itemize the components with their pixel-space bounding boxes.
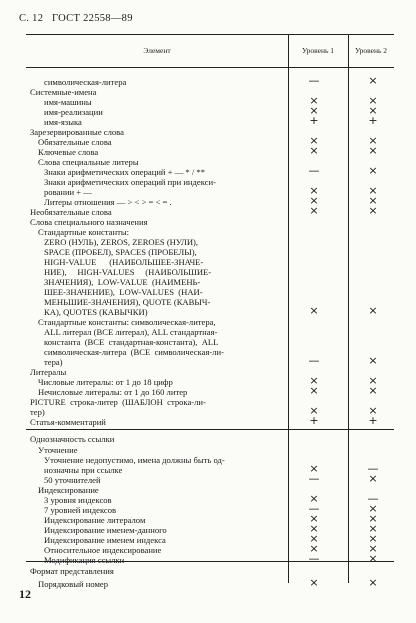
row-label: тера) <box>44 357 63 367</box>
row-label: Индексирование именем индекса <box>44 535 166 545</box>
level1-mark: × <box>309 304 319 317</box>
row-label: 7 уровней индексов <box>44 505 117 515</box>
level2-mark: × <box>368 104 378 117</box>
row-label: Ключевые слова <box>38 147 99 157</box>
level1-mark: × <box>309 492 319 505</box>
column-header-level1: Уровень 1 <box>301 46 335 55</box>
level2-mark: × <box>368 354 378 367</box>
level1-mark: × <box>309 576 319 589</box>
level2-mark: × <box>368 94 378 107</box>
level2-mark: × <box>368 134 378 147</box>
level2-mark: × <box>368 532 378 545</box>
row-label: ALL литерал (ВСЕ литерал), ALL стандартная- <box>44 327 218 337</box>
page-label: С. 12 <box>19 13 44 24</box>
level2-mark: × <box>368 542 378 555</box>
row-label: Необязательные слова <box>30 207 112 217</box>
row-label: 50 уточнителей <box>44 475 101 485</box>
level1-mark: — <box>308 164 320 177</box>
row-label: Формат представления <box>30 566 114 576</box>
row-label: ZERO (НУЛЬ), ZEROS, ZEROES (НУЛИ), <box>44 237 199 247</box>
level1-mark: — <box>308 472 320 485</box>
level2-mark: × <box>368 502 378 515</box>
level2-mark: × <box>368 522 378 535</box>
row-label: имя-языка <box>44 117 82 127</box>
row-label: Стандартные константы: символическая-литера, <box>38 317 216 327</box>
row-label: Зарезервированные слова <box>30 127 124 137</box>
row-label: Индексирование именем-данного <box>44 525 167 535</box>
level2-mark: × <box>368 552 378 565</box>
page-number: 12 <box>19 587 31 601</box>
level1-mark: × <box>309 144 319 157</box>
row-label: 3 уровня индексов <box>44 495 112 505</box>
row-label: Обязательные слова <box>38 137 112 147</box>
row-label: Числовые литералы: от 1 до 18 цифр <box>38 377 173 387</box>
level2-mark: × <box>368 404 378 417</box>
level1-mark: — <box>308 354 320 367</box>
level2-mark: × <box>368 204 378 217</box>
level1-mark: × <box>309 522 319 535</box>
row-label: ровании + — <box>44 187 92 197</box>
level1-mark: × <box>309 542 319 555</box>
standard-title: ГОСТ 22558—89 <box>52 13 133 24</box>
level2-mark: × <box>368 74 378 87</box>
row-label: КА), QUOTES (КАВЫЧКИ) <box>44 307 148 317</box>
level2-mark: × <box>368 576 378 589</box>
row-label: Порядковый номер <box>38 579 109 589</box>
row-label: Индексирование <box>38 485 99 495</box>
level2-mark: × <box>368 184 378 197</box>
level1-mark: + <box>309 114 319 127</box>
row-label: имя-машины <box>44 97 92 107</box>
section-row <box>26 429 394 444</box>
row-label: Знаки арифметических операций при индекси- <box>44 177 216 187</box>
requirements-table <box>26 34 394 589</box>
row-label: Однозначность ссылки <box>30 434 115 444</box>
level1-mark: × <box>309 194 319 207</box>
row-label: Слова специального назначения <box>30 217 148 227</box>
level1-mark: × <box>309 404 319 417</box>
row-label: Относительное индексирование <box>44 545 162 555</box>
row-label: HIGH-VALUE (НАИБОЛЬШЕЕ-ЗНАЧЕ- <box>44 257 204 267</box>
level1-mark: × <box>309 462 319 475</box>
row-label: тер) <box>30 407 45 417</box>
level2-mark: × <box>368 144 378 157</box>
column-header-level2: Уровень 2 <box>354 46 388 55</box>
row-label: Уточнение <box>38 445 78 455</box>
level2-mark: × <box>368 304 378 317</box>
level2-mark: × <box>368 384 378 397</box>
row-label: Статья-комментарий <box>30 417 106 427</box>
level1-mark: × <box>309 384 319 397</box>
level1-mark: × <box>309 104 319 117</box>
level1-mark: × <box>309 204 319 217</box>
row-label: ЗНАЧЕНИЯ), LOW-VALUE (НАИМЕНЬ- <box>44 277 201 287</box>
level2-mark: × <box>368 512 378 525</box>
row-label: SPACE (ПРОБЕЛ), SPACES (ПРОБЕЛЫ), <box>44 247 197 257</box>
row-label: Знаки арифметических операций + — * / ** <box>44 167 205 177</box>
level1-mark: × <box>309 134 319 147</box>
row-label: константа (ВСЕ стандартная-константа), ALL <box>44 337 219 347</box>
row-label: МЕНЬШИЕ-ЗНАЧЕНИЯ), QUOTE (КАВЫЧ- <box>44 297 211 307</box>
level2-mark: + <box>368 414 378 427</box>
section-row <box>26 561 394 576</box>
page-header <box>19 13 133 24</box>
level1-mark: × <box>309 512 319 525</box>
row-label: Системные-имена <box>30 87 97 97</box>
level2-mark: × <box>368 194 378 207</box>
row-label: Слова специальные литеры <box>38 157 139 167</box>
level2-mark: — <box>367 462 379 475</box>
level2-mark: × <box>368 472 378 485</box>
row-label: нозначны при ссылке <box>44 465 123 475</box>
row-label: имя-реализации <box>44 107 103 117</box>
row-label: ШЕЕ-ЗНАЧЕНИЕ), LOW-VALUES (НАИ- <box>44 287 203 297</box>
row-label: PICTURE строка-литер (ШАБЛОН строка-ли- <box>30 397 206 407</box>
row-label: Индексирование литералом <box>44 515 146 525</box>
row-label: Уточнение недопустимо, имена должны быть од- <box>44 455 225 465</box>
row-label: Литеры отношения — > < > = < = . <box>44 197 172 207</box>
level1-mark: × <box>309 532 319 545</box>
level1-mark: × <box>309 94 319 107</box>
level2-mark: — <box>367 492 379 505</box>
level2-mark: × <box>368 374 378 387</box>
level2-mark: + <box>368 114 378 127</box>
level1-mark: — <box>308 74 320 87</box>
level1-mark: + <box>309 414 319 427</box>
column-header-element: Элемент <box>143 46 171 55</box>
level1-mark: × <box>309 374 319 387</box>
row-label: Модификация ссылки <box>44 555 125 565</box>
row-label: НИЕ), HIGH-VALUES (НАИБОЛЬШИЕ- <box>44 267 212 277</box>
row-label: символическая-литера (ВСЕ символическая-ли- <box>44 347 225 357</box>
level1-mark: — <box>308 552 320 565</box>
level1-mark: × <box>309 184 319 197</box>
row-label: символическая-литера <box>44 77 127 87</box>
row-label: Нечисловые литералы: от 1 до 160 литер <box>38 387 188 397</box>
row-label: Литералы <box>30 367 67 377</box>
table-header <box>26 35 394 68</box>
level1-mark: — <box>308 502 320 515</box>
column-divider <box>348 35 349 583</box>
level2-mark: × <box>368 164 378 177</box>
row-label: Стандартные константы: <box>38 227 129 237</box>
